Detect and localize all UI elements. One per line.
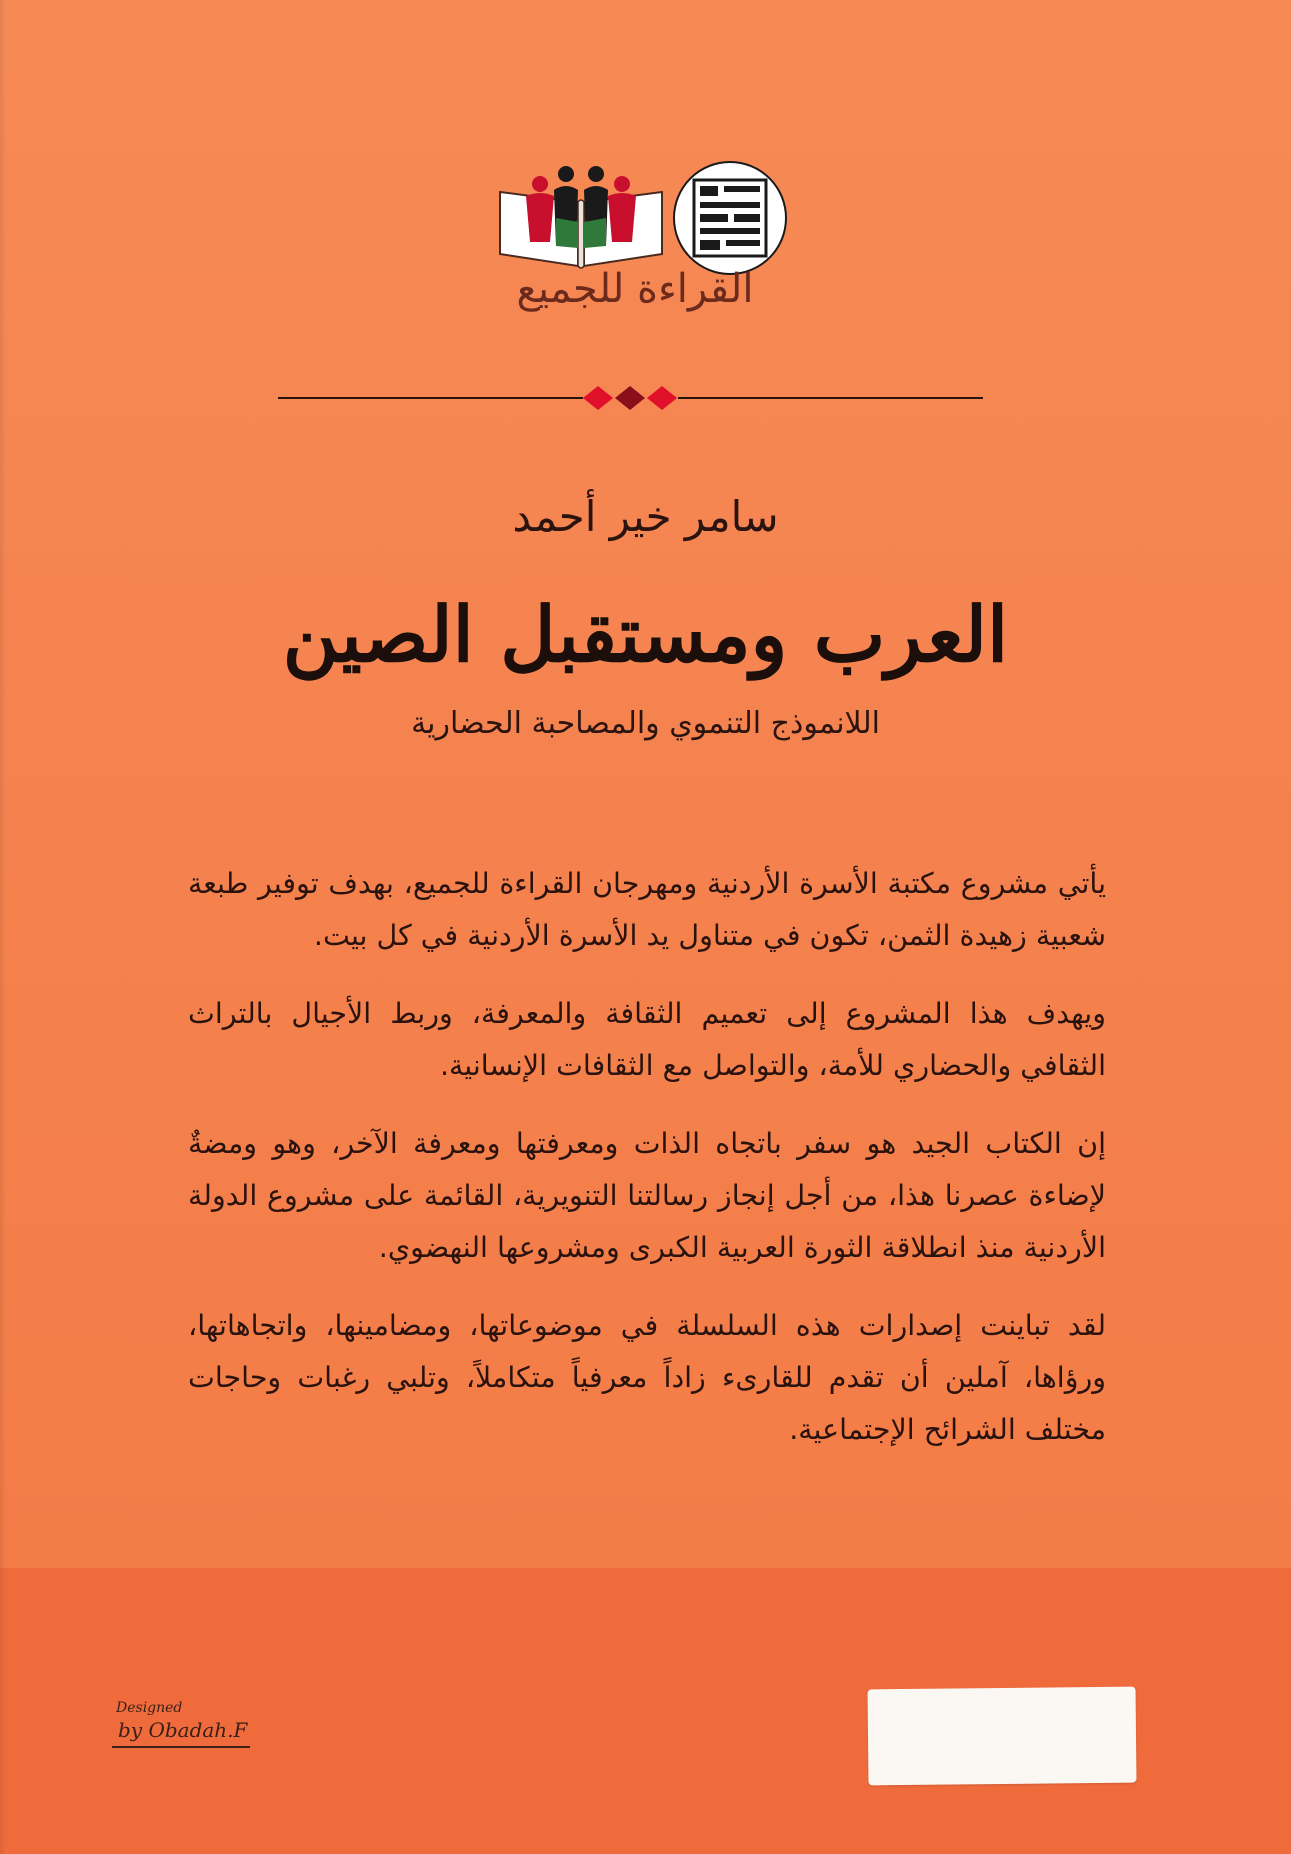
- paragraph-1: يأتي مشروع مكتبة الأسرة الأردنية ومهرجان القراءة للجميع، بهدف توفير طبعة شعبية زهيدة الثمن، تكون في متناول يد الأسرة الأردنية في كل بيت.: [188, 867, 1106, 952]
- divider-diamond-left-icon: [583, 386, 613, 410]
- series-description: [188, 858, 1106, 1482]
- price-sticker: [868, 1687, 1137, 1786]
- paragraph-4: لقد تباينت إصدارات هذه السلسلة في موضوعاتها، ومضامينها، واتجاهاتها، ورؤاها، آملين أن تقدم للقارىء زاداً معرفياً متكاملاً، وتلبي رغبات وحاجات مختلف الشرائح الإجتماعية.: [188, 1309, 1106, 1446]
- designer-credit: [112, 1700, 252, 1750]
- author-name: سامر خير أحمد: [512, 492, 779, 541]
- ornamental-divider: [278, 378, 983, 418]
- jordanian-family-library-logo-icon: [670, 158, 790, 278]
- credit-underline: [112, 1746, 250, 1748]
- divider-diamond-right-icon: [647, 386, 677, 410]
- paragraph-3: إن الكتاب الجيد هو سفر باتجاه الذات ومعرفتها ومعرفة الآخر، وهو ومضةٌ لإضاءة عصرنا هذا، من أجل إنجاز رسالتنا التنويرية، القائمة على مشروع الدولة الأردنية منذ انطلاقة الثورة العربية الكبرى ومشروعها النهضوي.: [188, 1127, 1106, 1264]
- divider-diamond-center-icon: [615, 386, 645, 410]
- paragraph-2: ويهدف هذا المشروع إلى تعميم الثقافة والمعرفة، وربط الأجيال بالتراث الثقافي والحضاري للأمة، والتواصل مع الثقافات الإنسانية.: [188, 997, 1106, 1082]
- reading-for-all-caption: القراءة للجميع: [516, 266, 754, 312]
- book-subtitle: اللانموذج التنموي والمصاحبة الحضارية: [411, 706, 880, 741]
- reading-for-all-logo-icon: [496, 162, 666, 272]
- book-title: العرب ومستقبل الصين: [282, 590, 1009, 679]
- credit-designer-name: by Obadah.F: [118, 1718, 248, 1742]
- spine-edge: [0, 0, 6, 1854]
- credit-designed-label: Designed: [116, 1700, 183, 1716]
